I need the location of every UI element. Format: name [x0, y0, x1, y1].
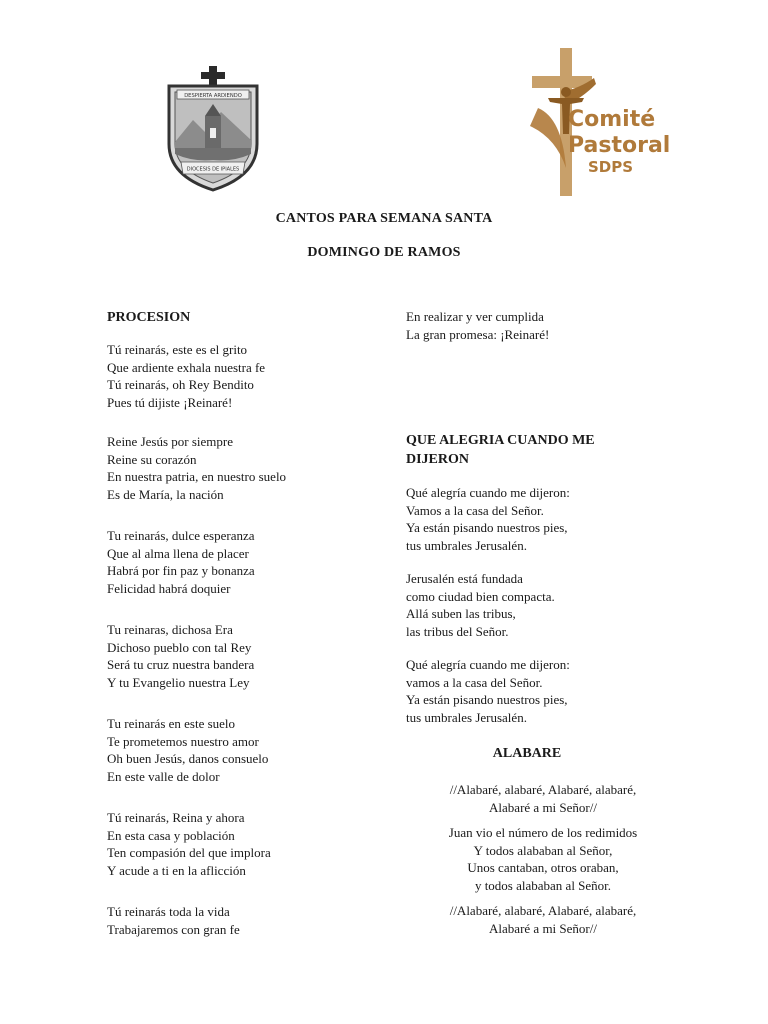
- verse-line: Y acude a ti en la aflicción: [107, 862, 246, 878]
- stanza: [107, 527, 377, 597]
- verse-line: Tu reinaras, dichosa Era: [107, 622, 233, 637]
- verse-line: Tú reinarás, este es el grito: [107, 342, 248, 357]
- stanza: [107, 621, 377, 691]
- stanza-chorus: [416, 902, 670, 937]
- verse-line: vamos a la casa del Señor.: [406, 674, 543, 690]
- verse-line: Felicidad habrá doquier: [107, 580, 231, 596]
- shield-motto: DESPIERTA ARDIENDO: [184, 93, 242, 99]
- song-heading-procesion: PROCESION: [107, 310, 191, 325]
- song-heading-que-alegria: [406, 431, 696, 469]
- stanza: [406, 656, 696, 726]
- heading-line: DIJERON: [406, 452, 470, 467]
- diocese-shield-icon: [163, 64, 263, 192]
- verse-line: Ten compasión del que implora: [107, 845, 271, 860]
- document-subtitle: DOMINGO DE RAMOS: [307, 245, 461, 260]
- verse-line: y todos alababan al Señor.: [474, 877, 612, 893]
- left-column: [107, 308, 377, 938]
- right-column: [406, 308, 696, 937]
- verse-line: Que ardiente exhala nuestra fe: [107, 359, 266, 375]
- verse-line: La gran promesa: ¡Reinaré!: [406, 326, 550, 342]
- verse-line: Tu reinarás en este suelo: [107, 716, 236, 731]
- logo-line-sdps: SDPS: [588, 158, 634, 176]
- verse-line: Trabajaremos con gran fe: [107, 921, 240, 937]
- stanza: [107, 809, 377, 879]
- document-title: CANTOS PARA SEMANA SANTA: [275, 211, 493, 226]
- verse-line: Unos cantaban, otros oraban,: [467, 860, 619, 875]
- verse-line: //Alabaré, alabaré, Alabaré, alabaré,: [449, 903, 637, 918]
- verse-line: Ya están pisando nuestros pies,: [406, 692, 568, 707]
- stanza: [416, 824, 670, 894]
- logo-line-comite: Comité: [568, 107, 656, 132]
- verse-line: tus umbrales Jerusalén.: [406, 709, 527, 725]
- verse-line: Alabaré a mi Señor//: [489, 920, 597, 936]
- continuation-stanza: [406, 308, 696, 343]
- song-heading-alabare: ALABARE: [492, 746, 562, 761]
- verse-line: Tú reinarás toda la vida: [107, 904, 230, 919]
- stanza: [107, 433, 377, 503]
- verse-line: Qué alegría cuando me dijeron:: [406, 657, 570, 672]
- verse-line: En esta casa y población: [107, 827, 235, 843]
- verse-line: Alabaré a mi Señor//: [489, 799, 597, 815]
- verse-line: Habrá por fin paz y bonanza: [107, 563, 255, 578]
- verse-line: Allá suben las tribus,: [406, 606, 516, 621]
- shield-diocese-name: DIOCESIS DE IPIALES: [186, 166, 240, 173]
- verse-line: En realizar y ver cumplida: [406, 309, 544, 324]
- stanza: [107, 903, 377, 938]
- verse-line: En nuestra patria, en nuestro suelo: [107, 469, 287, 484]
- verse-line: En este valle de dolor: [107, 768, 220, 784]
- heading-line: QUE ALEGRIA CUANDO ME: [406, 433, 595, 448]
- verse-line: Y todos alababan al Señor,: [473, 842, 613, 858]
- verse-line: Ya están pisando nuestros pies,: [406, 520, 568, 535]
- comite-pastoral-logo: [522, 48, 672, 196]
- crucifix-icon: [561, 87, 571, 97]
- stanza-chorus: [416, 781, 670, 816]
- verse-line: Que al alma llena de placer: [107, 545, 249, 561]
- verse-line: //Alabaré, alabaré, Alabaré, alabaré,: [449, 782, 637, 797]
- stanza: [406, 484, 696, 554]
- verse-line: Tú reinarás, Reina y ahora: [107, 810, 245, 825]
- verse-line: Vamos a la casa del Señor.: [406, 502, 544, 518]
- verse-line: tus umbrales Jerusalén.: [406, 537, 527, 553]
- verse-line: las tribus del Señor.: [406, 623, 509, 639]
- verse-line: Jerusalén está fundada: [406, 571, 523, 586]
- stanza: [107, 715, 377, 785]
- logo-line-pastoral: Pastoral: [568, 133, 671, 158]
- verse-line: como ciudad bien compacta.: [406, 588, 555, 604]
- verse-line: Qué alegría cuando me dijeron:: [406, 485, 570, 500]
- stanza: [107, 341, 377, 411]
- verse-line: Reine su corazón: [107, 451, 197, 467]
- verse-line: Pues tú dijiste ¡Reinaré!: [107, 394, 233, 410]
- stanza: [406, 570, 696, 640]
- verse-line: Y tu Evangelio nuestra Ley: [107, 674, 250, 690]
- verse-line: Oh buen Jesús, danos consuelo: [107, 751, 269, 766]
- verse-line: Tú reinarás, oh Rey Bendito: [107, 377, 254, 392]
- verse-line: Dichoso pueblo con tal Rey: [107, 639, 252, 655]
- verse-line: Juan vio el número de los redimidos: [448, 825, 638, 840]
- verse-line: Es de María, la nación: [107, 486, 224, 502]
- verse-line: Tu reinarás, dulce esperanza: [107, 528, 255, 543]
- verse-line: Será tu cruz nuestra bandera: [107, 657, 255, 672]
- verse-line: Te prometemos nuestro amor: [107, 733, 259, 749]
- verse-line: Reine Jesús por siempre: [107, 434, 234, 449]
